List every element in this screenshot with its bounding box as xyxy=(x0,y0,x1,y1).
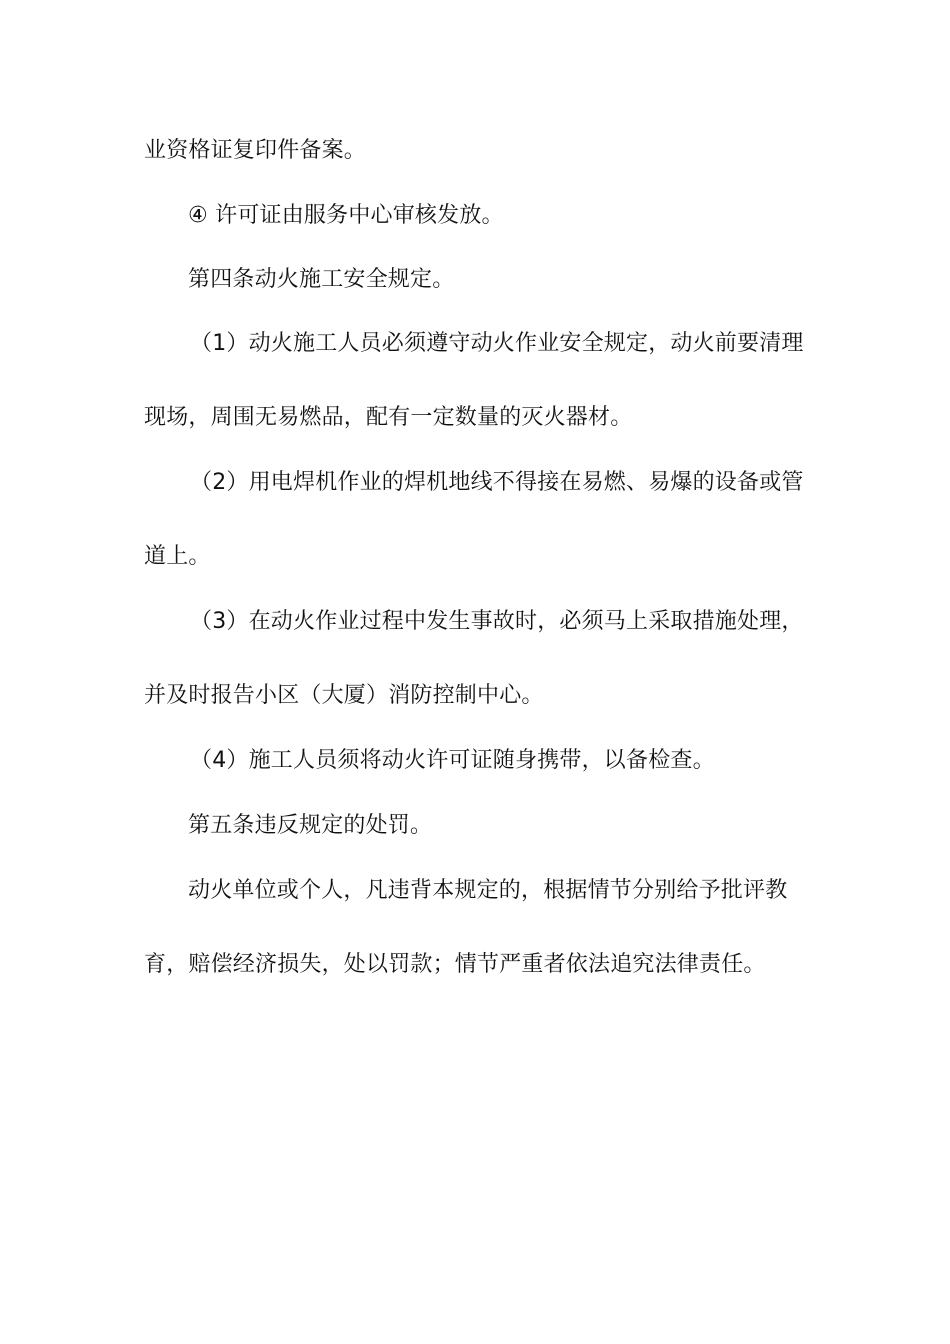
paragraph-line: 动火单位或个人，凡违背本规定的，根据情节分别给予批评教 xyxy=(188,878,788,903)
paragraph-line: 道上。 xyxy=(144,544,211,569)
paragraph-line: ④ 许可证由服务中心审核发放。 xyxy=(188,203,504,228)
paragraph-line: （2）用电焊机作业的焊机地线不得接在易燃、易爆的设备或管 xyxy=(190,470,804,495)
paragraph-line: 育，赔偿经济损失，处以罚款；情节严重者依法追究法律责任。 xyxy=(144,952,766,977)
paragraph-line: （3）在动火作业过程中发生事故时，必须马上采取措施处理， xyxy=(190,609,804,634)
section-heading: 第五条违反规定的处罚。 xyxy=(188,813,433,838)
paragraph-line: 现场，周围无易燃品，配有一定数量的灭火器材。 xyxy=(144,405,633,430)
paragraph-line: 并及时报告小区（大厦）消防控制中心。 xyxy=(144,683,544,708)
paragraph-line: 业资格证复印件备案。 xyxy=(144,138,367,163)
paragraph-line: （1）动火施工人员必须遵守动火作业安全规定，动火前要清理 xyxy=(190,331,804,356)
section-heading: 第四条动火施工安全规定。 xyxy=(188,267,455,292)
paragraph-line: （4）施工人员须将动火许可证随身携带，以备检查。 xyxy=(190,748,715,773)
